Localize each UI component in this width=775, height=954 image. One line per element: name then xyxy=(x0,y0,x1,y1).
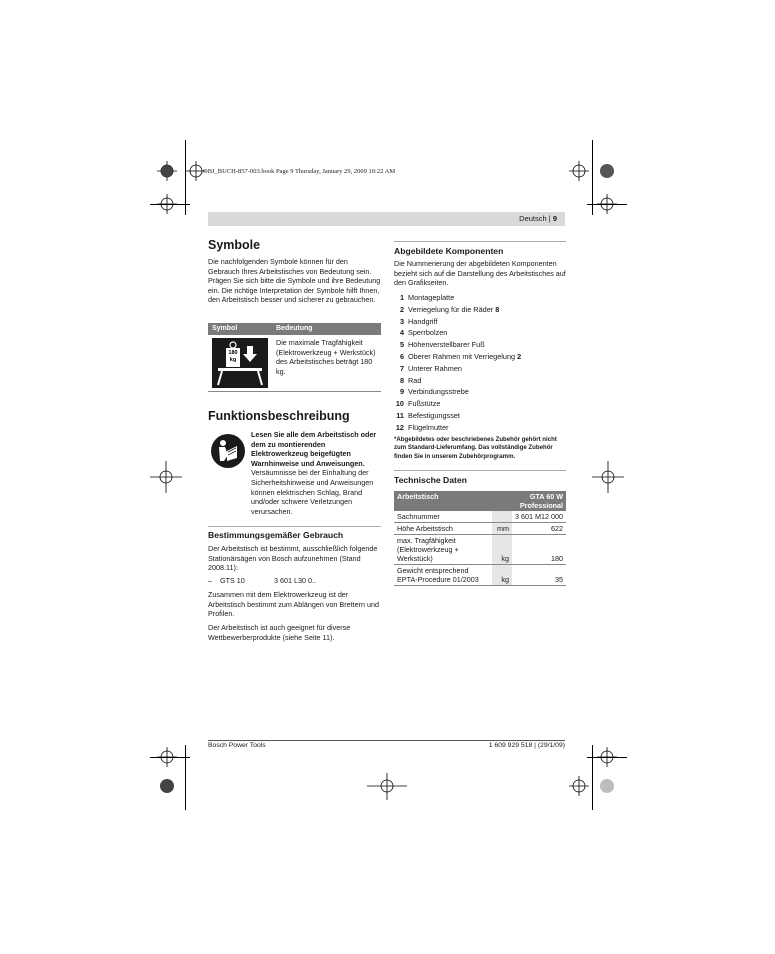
component-number: 10 xyxy=(395,399,404,409)
color-dot-top-left xyxy=(161,165,173,177)
bestimmung-p2: Zusammen mit dem Elektrowerkzeug ist der Arbeitstisch bestimmt zum Ablängen von Brettern und Profilen. xyxy=(208,590,379,619)
component-number: 9 xyxy=(399,387,404,397)
icon-weight-value: 180 xyxy=(228,350,238,356)
registration-mark-bottom-right xyxy=(569,776,589,796)
technical-header-model: GTA 60 W xyxy=(529,492,563,501)
symbol-header-meaning: Bedeutung xyxy=(276,325,313,332)
max-load-icon xyxy=(212,338,268,388)
symbole-title: Symbole xyxy=(208,238,261,252)
component-number: 5 xyxy=(399,340,404,350)
component-list xyxy=(394,292,566,434)
technical-data-header xyxy=(394,491,566,511)
component-number: 11 xyxy=(396,410,404,420)
technical-row-unit xyxy=(492,511,512,523)
component-text: Befestigungsset xyxy=(408,410,460,420)
component-text: Höhenverstellbarer Fuß xyxy=(408,340,485,350)
registration-mark-left-upper xyxy=(157,194,177,214)
component-number: 6 xyxy=(399,351,404,361)
komponenten-title: Abgebildete Komponenten xyxy=(394,246,504,256)
technical-row-unit: kg xyxy=(492,565,512,586)
technical-row-value: 180 xyxy=(512,535,566,565)
component-number: 8 xyxy=(399,375,404,385)
technical-row-value: 622 xyxy=(512,523,566,535)
technische-daten-title: Technische Daten xyxy=(394,475,467,485)
warning-text: Versäumnisse bei der Einhaltung der Sicherheitshinweise und Anweisungen können elektrischen Schlag, Brand und/oder schwere Verletzungen verursachen. xyxy=(251,468,374,516)
component-text: Rad xyxy=(408,375,422,385)
technical-row-label: Sachnummer xyxy=(394,511,492,523)
bestimmung-p1: Der Arbeitstisch ist bestimmt, ausschließlich folgende Stationärsägen von Bosch aufzunehmen (Stand 2008.11): xyxy=(208,544,378,573)
technical-data-table xyxy=(394,491,566,586)
component-item xyxy=(394,292,566,304)
warning-bold-text: Lesen Sie alle dem Arbeitstisch oder dem zu montierenden Elektrowerkzeug beigefügten Warnhinweise und Anweisungen. xyxy=(251,430,377,468)
footer-left: Bosch Power Tools xyxy=(208,742,266,749)
funktion-title: Funktionsbeschreibung xyxy=(208,409,350,423)
technical-data-row xyxy=(394,511,566,523)
component-text: Montageplatte xyxy=(408,293,455,302)
footer-rule xyxy=(208,740,565,741)
technical-row-label: max. Tragfähigkeit (Elektrowerkzeug + Werkstück) xyxy=(394,535,492,565)
saw-item-dash: – xyxy=(208,576,212,585)
symbol-table-row xyxy=(208,335,381,392)
color-dot-bottom-left xyxy=(160,779,174,793)
registration-mark-bottom-center xyxy=(367,773,407,800)
component-text: Oberer Rahmen mit Verriegelung xyxy=(408,351,518,361)
registration-mark-left-middle xyxy=(150,461,182,493)
component-text: Sperrbolzen xyxy=(408,328,448,338)
komponenten-intro: Die Nummerierung der abgebildeten Komponenten bezieht sich auf die Darstellung des Arbeitstisches auf den Grafikseiten. xyxy=(394,259,566,288)
technical-row-unit: kg xyxy=(492,535,512,565)
component-number: 7 xyxy=(399,363,404,373)
component-item xyxy=(394,363,566,375)
component-item xyxy=(394,398,566,410)
section-divider xyxy=(208,526,381,527)
component-item xyxy=(394,316,566,328)
component-ref: 2 xyxy=(517,351,522,361)
component-number: 2 xyxy=(399,304,404,314)
technical-header-label: Arbeitstisch xyxy=(394,491,512,511)
bestimmung-title: Bestimmungsgemäßer Gebrauch xyxy=(208,530,344,540)
component-text: Handgriff xyxy=(408,316,438,326)
technical-row-value: 3 601 M12 000 xyxy=(512,511,566,523)
technical-data-row xyxy=(394,523,566,535)
section-divider xyxy=(394,241,566,242)
read-manual-icon xyxy=(210,433,246,469)
component-item xyxy=(394,304,566,316)
component-number: 4 xyxy=(399,328,404,338)
saw-item xyxy=(208,576,381,586)
saw-item-number: 3 601 L30 0.. xyxy=(274,576,316,585)
technical-row-unit: mm xyxy=(492,523,512,535)
header-language: Deutsch xyxy=(519,214,547,223)
component-item xyxy=(394,351,566,363)
component-text: Fußstütze xyxy=(408,399,441,409)
component-item xyxy=(394,386,566,398)
technical-data-row xyxy=(394,535,566,565)
component-item xyxy=(394,375,566,387)
footer-right: 1 609 929 518 | (29/1/09) xyxy=(488,742,565,749)
technical-row-value: 35 xyxy=(512,565,566,586)
page-header xyxy=(208,212,565,226)
component-number: 3 xyxy=(399,316,404,326)
funktion-warning xyxy=(251,430,381,516)
component-number: 1 xyxy=(399,293,404,302)
icon-weight-unit: kg xyxy=(229,356,237,363)
technical-row-label: Gewicht entsprechend EPTA-Procedure 01/2003 xyxy=(394,565,492,586)
technical-row-label: Höhe Arbeitstisch xyxy=(394,523,492,535)
saw-item-name: GTS 10 xyxy=(220,576,245,585)
component-text: Flügelmutter xyxy=(408,422,449,432)
technical-data-row xyxy=(394,565,566,586)
component-text: Verriegelung für die Räder xyxy=(408,304,496,314)
component-text: Unterer Rahmen xyxy=(408,363,462,373)
color-dot-bottom-right xyxy=(600,779,614,793)
accessory-note: *Abgebildetes oder beschriebenes Zubehör gehört nicht zum Standard-Lieferumfang. Das vollständige Zubehör finden Sie in unserem Zubehörprogramm. xyxy=(394,436,557,460)
symbol-header-symbol: Symbol xyxy=(212,325,238,332)
symbole-intro: Die nachfolgenden Symbole können für den Gebrauch Ihres Arbeitstisches von Bedeutung sein. Prägen Sie sich bitte die Symbole und ihre Bedeutung ein. Die richtige Interpretation der Symbole hilft Ihnen, den Arbeitstisch besser und sicherer zu gebrauchen. xyxy=(208,257,381,305)
symbol-table xyxy=(208,323,381,392)
registration-mark-right-upper xyxy=(597,194,617,214)
technical-header-line: Professional xyxy=(519,501,563,510)
bestimmung-p3: Der Arbeitstisch ist auch geeignet für diverse Wettbewerberprodukte (siehe Seite 11). xyxy=(208,623,351,642)
section-divider xyxy=(394,470,566,471)
registration-mark-left-lower xyxy=(157,747,177,767)
component-item xyxy=(394,410,566,422)
registration-mark-top-right xyxy=(569,161,589,181)
component-item xyxy=(394,327,566,339)
symbol-meaning: Die maximale Tragfähigkeit (Elektrowerkzeug + Werkstück) des Arbeitstisches beträgt 180 kg. xyxy=(276,338,376,376)
print-info: OBJ_BUCH-857-003.book Page 9 Thursday, January 29, 2009 10:22 AM xyxy=(203,168,396,175)
component-ref: 8 xyxy=(495,304,500,314)
component-item xyxy=(394,422,566,434)
registration-mark-right-lower xyxy=(597,747,617,767)
component-item xyxy=(394,339,566,351)
symbol-table-header xyxy=(208,323,381,335)
header-separator: | xyxy=(548,214,551,223)
color-dot-top-right xyxy=(600,164,614,178)
component-number: 12 xyxy=(395,422,404,432)
page-number: 9 xyxy=(552,214,557,223)
registration-mark-right-middle xyxy=(592,461,624,493)
component-text: Verbindungsstrebe xyxy=(408,387,469,397)
